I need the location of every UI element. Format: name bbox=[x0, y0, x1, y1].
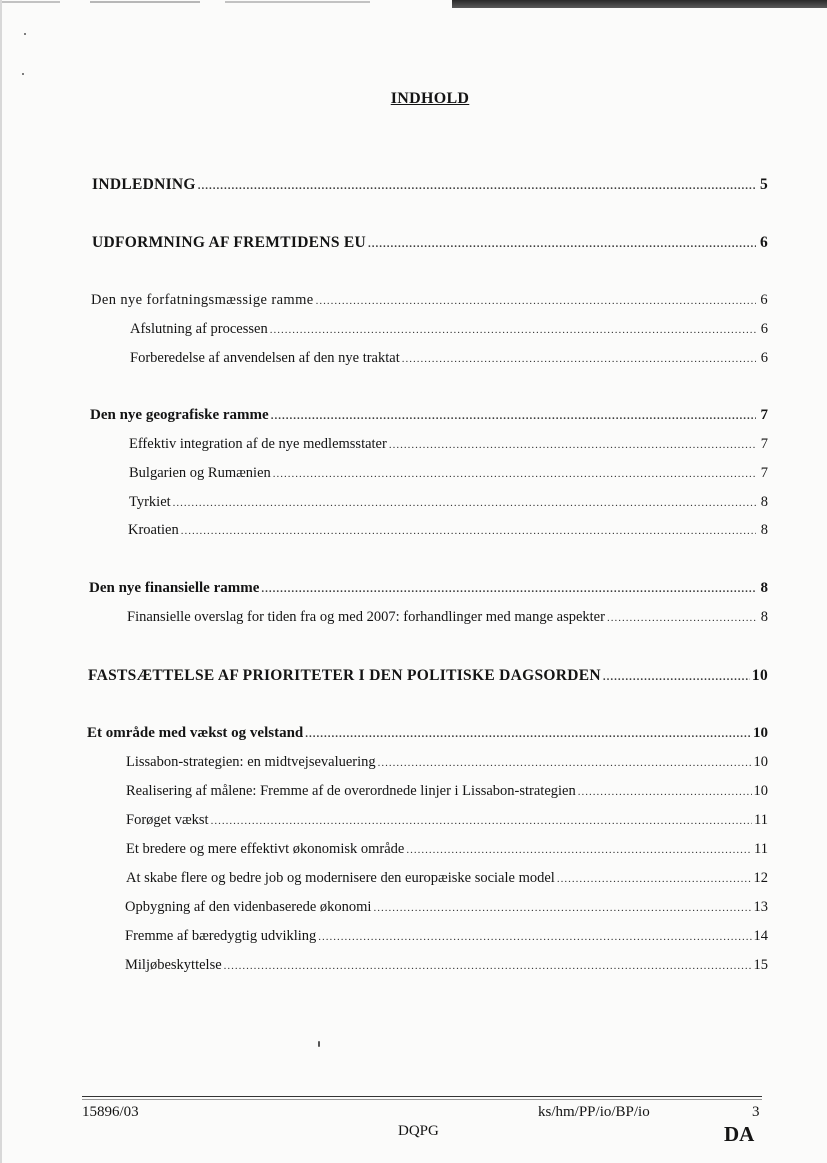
toc-leader-dots bbox=[270, 324, 756, 336]
toc-entry-finansielle[interactable] bbox=[89, 580, 768, 597]
toc-entry-videnbaserede[interactable] bbox=[125, 899, 768, 916]
footer-reference: ks/hm/PP/io/BP/io bbox=[538, 1104, 650, 1120]
toc-entry-forberedelse[interactable] bbox=[130, 350, 768, 367]
toc-leader-dots bbox=[318, 931, 751, 943]
toc-leader-dots bbox=[261, 583, 756, 595]
toc-page-number: 13 bbox=[753, 899, 768, 915]
scan-speck bbox=[318, 1041, 320, 1047]
toc-label: Lissabon-strategien: en midtvejsevaluering bbox=[126, 754, 376, 770]
toc-label: Den nye forfatningsmæssige ramme bbox=[91, 292, 314, 308]
toc-leader-dots bbox=[389, 439, 756, 451]
page-title: INDHOLD bbox=[390, 90, 470, 107]
toc-label: Den nye finansielle ramme bbox=[89, 580, 260, 596]
toc-page-number: 6 bbox=[760, 321, 768, 337]
toc-leader-dots bbox=[173, 497, 756, 509]
scan-speck bbox=[24, 33, 26, 35]
toc-leader-dots bbox=[224, 960, 752, 972]
toc-leader-dots bbox=[368, 238, 756, 250]
toc-leader-dots bbox=[578, 786, 752, 798]
toc-label: Et område med vækst og velstand bbox=[87, 725, 304, 741]
toc-entry-forfatning[interactable] bbox=[91, 292, 768, 309]
toc-leader-dots bbox=[181, 525, 756, 537]
toc-leader-dots bbox=[402, 353, 756, 365]
toc-label: Effektiv integration af de nye medlemsstater bbox=[129, 436, 387, 452]
toc-page-number: 11 bbox=[754, 812, 768, 828]
toc-entry-kroatien[interactable] bbox=[128, 522, 768, 539]
toc-label: FASTSÆTTELSE AF PRIORITETER I DEN POLITISKE DAGSORDEN bbox=[88, 667, 601, 684]
footer-unit: DQPG bbox=[398, 1123, 439, 1139]
footer-language-code: DA bbox=[724, 1122, 755, 1146]
toc-leader-dots bbox=[378, 757, 752, 769]
toc-label: Den nye geografiske ramme bbox=[90, 407, 269, 423]
toc-entry-flere-job[interactable] bbox=[126, 870, 768, 887]
toc-page-number: 8 bbox=[760, 609, 768, 625]
scan-dark-bar bbox=[452, 0, 827, 8]
toc-label: Forøget vækst bbox=[126, 812, 209, 828]
scan-left-edge bbox=[0, 0, 2, 1163]
toc-label: Et bredere og mere effektivt økonomisk område bbox=[126, 841, 405, 857]
toc-page-number: 10 bbox=[753, 725, 768, 741]
toc-page-number: 6 bbox=[760, 292, 768, 308]
toc-page-number: 7 bbox=[760, 436, 768, 452]
toc-leader-dots bbox=[316, 295, 756, 307]
toc-leader-dots bbox=[271, 410, 756, 422]
toc-label: Forberedelse af anvendelsen af den nye traktat bbox=[130, 350, 400, 366]
toc-entry-integration[interactable] bbox=[129, 436, 768, 453]
toc-label: Tyrkiet bbox=[129, 494, 171, 510]
toc-label: Opbygning af den videnbaserede økonomi bbox=[125, 899, 372, 915]
toc-page-number: 7 bbox=[760, 465, 768, 481]
toc-label: Afslutning af processen bbox=[130, 321, 268, 337]
toc-entry-tyrkiet[interactable] bbox=[129, 494, 768, 511]
toc-page-number: 8 bbox=[760, 580, 768, 596]
toc-entry-finansielle-overslag[interactable] bbox=[127, 609, 768, 626]
footer-doc-number: 15896/03 bbox=[82, 1104, 139, 1120]
scan-top-edge bbox=[0, 0, 827, 10]
toc-page-number: 6 bbox=[759, 234, 768, 251]
footer-rule bbox=[82, 1096, 762, 1097]
toc-leader-dots bbox=[406, 844, 752, 856]
toc-page-number: 8 bbox=[760, 522, 768, 538]
toc-leader-dots bbox=[273, 468, 756, 480]
toc-entry-foroget-vaekst[interactable] bbox=[126, 812, 768, 829]
toc-leader-dots bbox=[603, 671, 750, 683]
toc-label: Realisering af målene: Fremme af de overordnede linjer i Lissabon-strategien bbox=[126, 783, 576, 799]
toc-leader-dots bbox=[557, 873, 752, 885]
toc-label: INDLEDNING bbox=[92, 176, 196, 193]
toc-entry-vaekst-velstand[interactable] bbox=[87, 725, 768, 742]
toc-entry-okonomisk-omrade[interactable] bbox=[126, 841, 768, 858]
toc-page-number: 10 bbox=[753, 783, 768, 799]
toc-label: Kroatien bbox=[128, 522, 179, 538]
toc-entry-udformning[interactable] bbox=[92, 234, 768, 252]
toc-label: UDFORMNING AF FREMTIDENS EU bbox=[92, 234, 367, 251]
toc-entry-prioriteter[interactable] bbox=[88, 667, 768, 685]
toc-label: Bulgarien og Rumænien bbox=[129, 465, 271, 481]
toc-entry-baeredygtig[interactable] bbox=[125, 928, 768, 945]
toc-page-number: 10 bbox=[751, 667, 768, 684]
toc-entry-lissabon[interactable] bbox=[126, 754, 768, 771]
toc-page-number: 11 bbox=[754, 841, 768, 857]
toc-entry-miljobeskyttelse[interactable] bbox=[125, 957, 768, 974]
toc-entry-geografiske[interactable] bbox=[90, 407, 768, 424]
toc-label: At skabe flere og bedre job og modernisere den europæiske sociale model bbox=[126, 870, 555, 886]
toc-leader-dots bbox=[211, 815, 752, 827]
toc-page-number: 14 bbox=[753, 928, 768, 944]
toc-entry-indledning[interactable] bbox=[92, 176, 768, 194]
toc-page-number: 8 bbox=[760, 494, 768, 510]
toc-label: Finansielle overslag for tiden fra og med 2007: forhandlinger med mange aspekter bbox=[127, 609, 605, 625]
toc-leader-dots bbox=[607, 612, 756, 624]
toc-page-number: 6 bbox=[760, 350, 768, 366]
footer-rule bbox=[82, 1099, 762, 1100]
toc-entry-realisering[interactable] bbox=[126, 783, 768, 800]
toc-page-number: 5 bbox=[759, 176, 768, 193]
toc-leader-dots bbox=[373, 902, 751, 914]
toc-label: Fremme af bæredygtig udvikling bbox=[125, 928, 317, 944]
footer-page-number: 3 bbox=[752, 1104, 760, 1120]
toc-leader-dots bbox=[198, 180, 756, 192]
toc-leader-dots bbox=[305, 728, 751, 740]
toc-page-number: 15 bbox=[753, 957, 768, 973]
toc-page-number: 10 bbox=[753, 754, 768, 770]
toc-page-number: 12 bbox=[753, 870, 768, 886]
toc-page-number: 7 bbox=[760, 407, 768, 423]
toc-entry-afslutning[interactable] bbox=[130, 321, 768, 338]
scan-speck bbox=[22, 73, 24, 75]
toc-entry-bulgarien[interactable] bbox=[129, 465, 768, 482]
toc-label: Miljøbeskyttelse bbox=[125, 957, 222, 973]
